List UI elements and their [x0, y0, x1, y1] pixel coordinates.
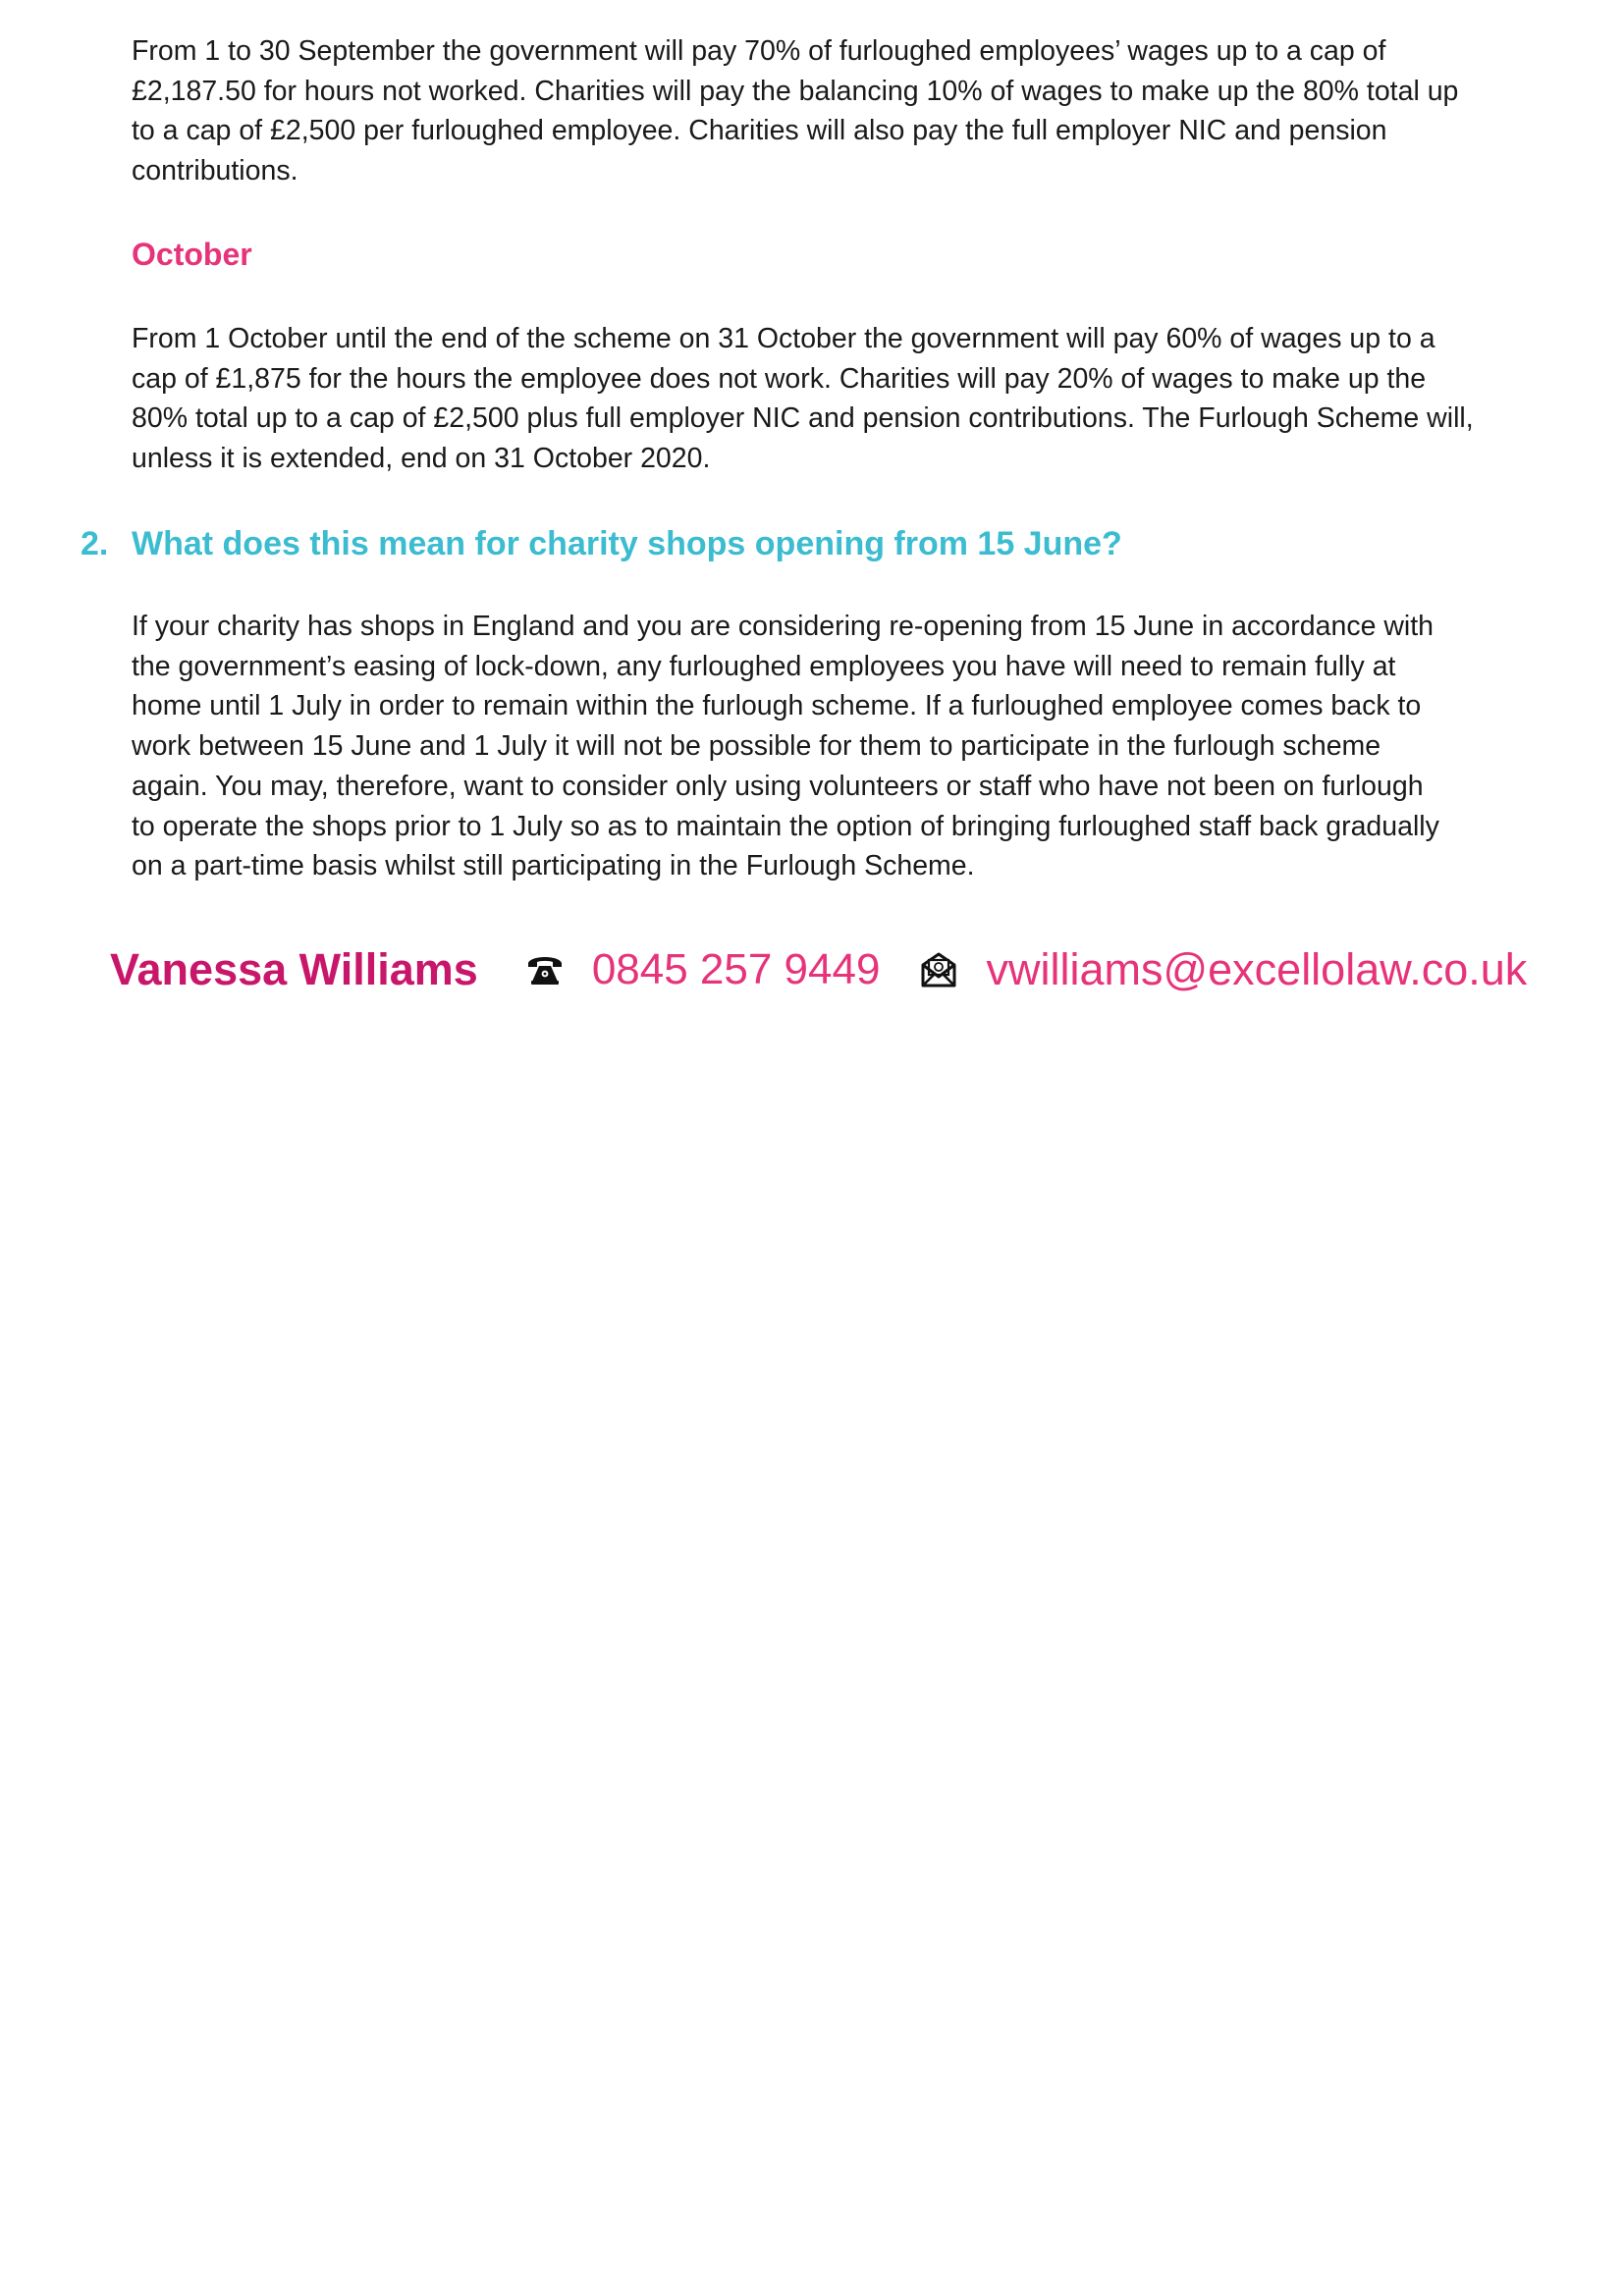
paragraph-line: to a cap of £2,500 per furloughed employee. Charities will also pay the full employer NIC and pension — [132, 115, 1387, 147]
contact-name: Vanessa Williams — [110, 944, 478, 994]
paragraph-line: cap of £1,875 for the hours the employee does not work. Charities will pay 20% of wages to make up the — [132, 362, 1427, 395]
contact-line — [110, 940, 1527, 999]
october-paragraph — [132, 319, 1585, 479]
envelope-icon — [919, 950, 958, 989]
section-number: 2. — [81, 525, 109, 562]
paragraph-line: the government’s easing of lock-down, any furloughed employees you have will need to remain fully at — [132, 650, 1396, 682]
paragraph-line: work between 15 June and 1 July it will not be possible for them to participate in the furlough scheme — [132, 730, 1381, 763]
telephone-icon — [525, 950, 565, 989]
paragraph-line: on a part-time basis whilst still participating in the Furlough Scheme. — [132, 850, 975, 882]
contact-phone: 0845 257 9449 — [591, 945, 881, 993]
october-heading: October — [132, 237, 252, 272]
paragraph-line: again. You may, therefore, want to consider only using volunteers or staff who have not been on furlough — [132, 770, 1424, 802]
paragraph-line: £2,187.50 for hours not worked. Charities will pay the balancing 10% of wages to make up the 80% total up — [132, 75, 1459, 107]
paragraph-line: 80% total up to a cap of £2,500 plus full employer NIC and pension contributions. The Furlough Scheme will, — [132, 402, 1474, 435]
paragraph-line: From 1 to 30 September the government will pay 70% of furloughed employees’ wages up to a cap of — [132, 35, 1386, 67]
paragraph-line: home until 1 July in order to remain within the furlough scheme. If a furloughed employee comes back to — [132, 690, 1422, 722]
paragraph-line: contributions. — [132, 155, 298, 187]
paragraph-line: to operate the shops prior to 1 July so as to maintain the option of bringing furloughed staff back gradually — [132, 810, 1439, 842]
paragraph-line: If your charity has shops in England and you are considering re-opening from 15 June in accordance with — [132, 611, 1435, 642]
charity-shops-paragraph — [132, 607, 1585, 886]
paragraph-line: unless it is extended, end on 31 October 2020. — [132, 443, 711, 475]
section-title: What does this mean for charity shops opening from 15 June? — [132, 525, 1122, 562]
contact-email-link[interactable]: vwilliams@excellolaw.co.uk — [986, 944, 1528, 994]
paragraph-line: From 1 October until the end of the scheme on 31 October the government will pay 60% of wages up to a — [132, 323, 1435, 354]
september-paragraph — [132, 31, 1585, 191]
section-2-heading — [81, 522, 1122, 565]
